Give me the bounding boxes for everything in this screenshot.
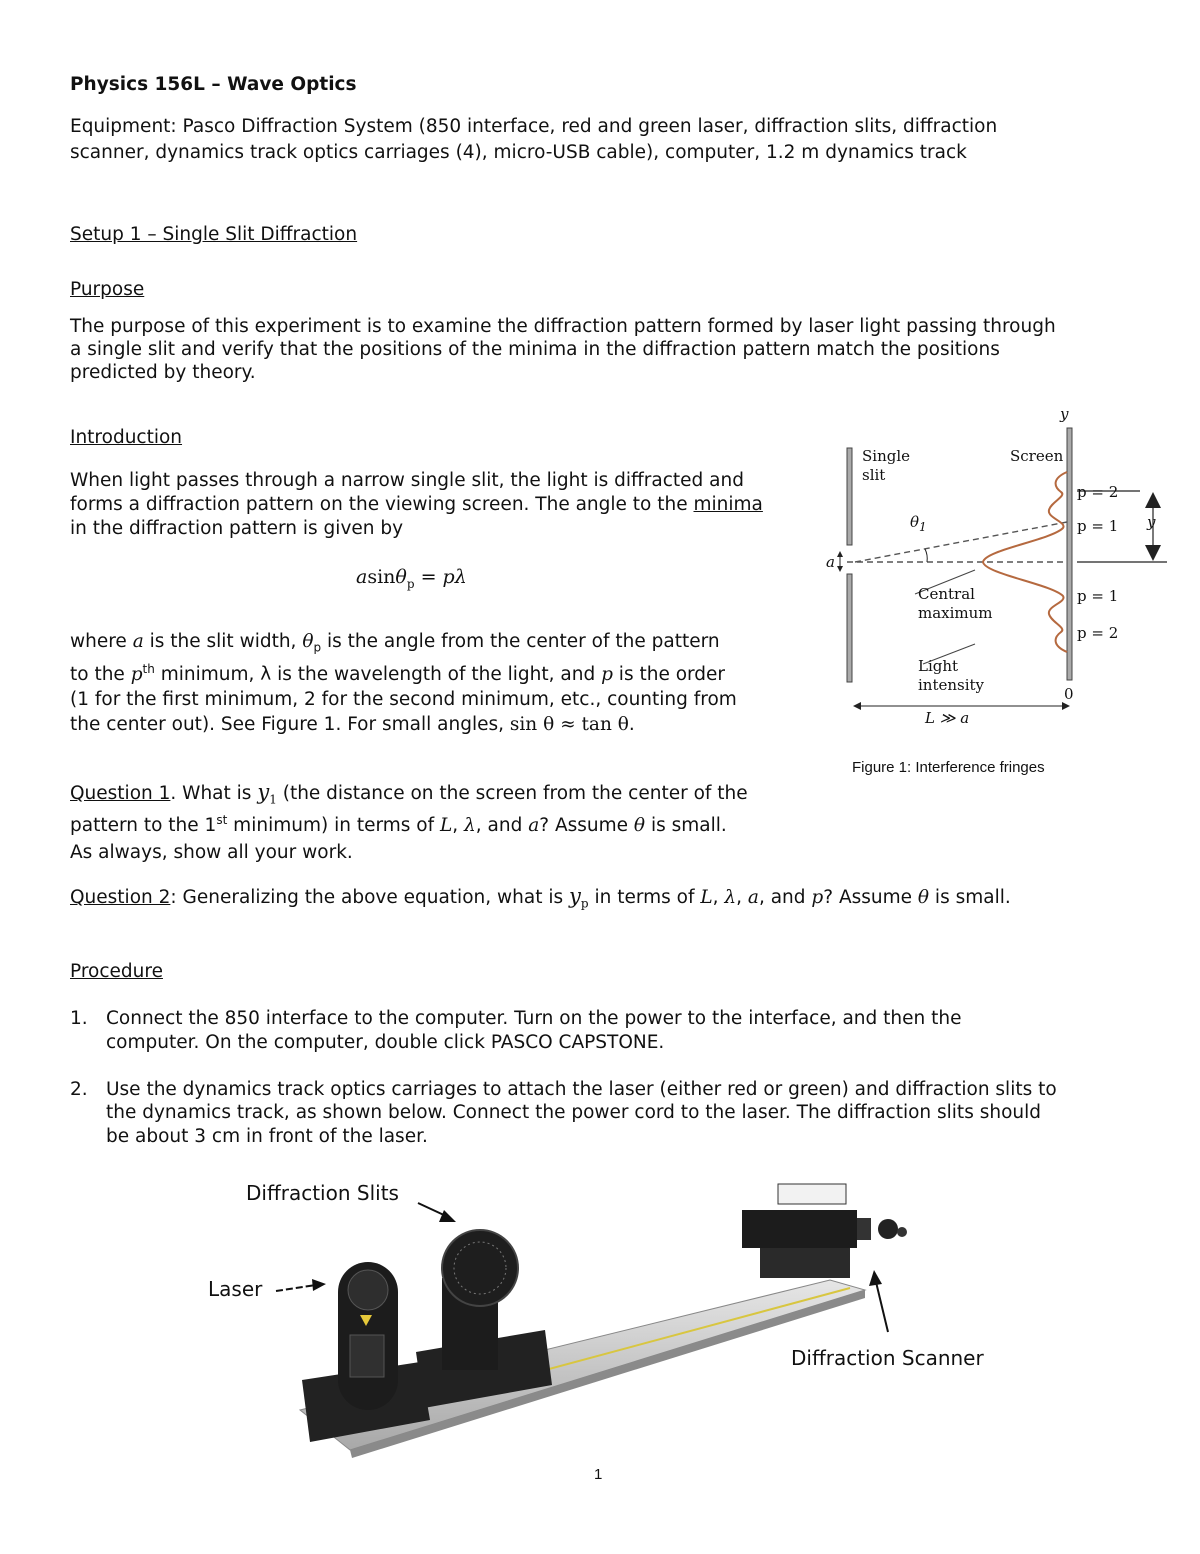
fig-y-axis-label: y (1060, 405, 1069, 423)
step-2-line-1: Use the dynamics track optics carriages to attach the laser (either red or green) and diffraction slits to (106, 1079, 1057, 1100)
scanner-knob (878, 1219, 898, 1239)
where-line-4: the center out). See Figure 1. For small angles, sin θ ≈ tan θ. (70, 714, 635, 735)
question-1-line-1: Question 1. What is $y_1$ (the distance on the screen from the center of the (70, 780, 748, 807)
screen-bar (1067, 428, 1072, 680)
fig-theta1-label: $\theta_1$ (910, 513, 927, 534)
figure-caption: Figure 1: Interference fringes (852, 759, 1045, 776)
fig-light-intensity-label: Light intensity (918, 657, 985, 694)
fig-zero-label: 0 (1064, 685, 1074, 703)
procedure-heading: Procedure (70, 961, 163, 982)
step-2-line-3: be about 3 cm in front of the laser. (106, 1126, 428, 1147)
where-line-2: to the $p^{th}$ minimum, λ is the wavelength of the light, and p is the order (70, 661, 726, 685)
purpose-line-2: a single slit and verify that the positions of the minima in the diffraction pattern match the positions (70, 339, 1000, 360)
intro-line-1: When light passes through a narrow single slit, the light is diffracted and (70, 470, 744, 491)
step-1-number: 1. (70, 1008, 88, 1029)
introduction-heading: Introduction (70, 427, 183, 448)
apparatus-photo (290, 1180, 930, 1460)
intro-line-3: in the diffraction pattern is given by (70, 518, 404, 539)
diffraction-scanner-label: Diffraction Scanner (791, 1346, 984, 1370)
question-1-line-3: As always, show all your work. (70, 842, 353, 863)
where-line-1: where a is the slit width, $\theta_p$ is the angle from the center of the pattern (70, 631, 720, 655)
step-1-line-1: Connect the 850 interface to the computer. Turn on the power to the interface, and then the (106, 1008, 962, 1029)
purpose-line-3: predicted by theory. (70, 362, 256, 383)
scanner-body (742, 1210, 857, 1248)
slit-barrier-top (847, 448, 852, 545)
fig-screen-label: Screen (1010, 447, 1064, 465)
step-2-number: 2. (70, 1079, 88, 1100)
purpose-line-1: The purpose of this experiment is to examine the diffraction pattern formed by laser light passing through (70, 316, 1056, 337)
scanner-base (760, 1248, 850, 1278)
fig-a-label: a (826, 553, 835, 571)
slits-wheel (442, 1230, 518, 1306)
intensity-curve (983, 472, 1067, 652)
page-number: 1 (594, 1466, 603, 1483)
scanner-aperture (778, 1184, 846, 1204)
purpose-heading: Purpose (70, 279, 145, 300)
fig-p2-bottom-label: p = 2 (1077, 624, 1119, 642)
fig-central-max-label: Central maximum (918, 585, 993, 622)
fig-p2-top-label: p = 2 (1077, 483, 1119, 501)
equipment-line-2: scanner, dynamics track optics carriages (4), micro-USB cable), computer, 1.2 m dynamics track (70, 142, 967, 163)
theta-arc (925, 549, 927, 562)
fig-single-slit-label: Single slit (862, 447, 911, 484)
setup-heading: Setup 1 – Single Slit Diffraction (70, 224, 358, 245)
laser-label: Laser (208, 1277, 263, 1301)
page-title: Physics 156L – Wave Optics (70, 74, 357, 95)
fig-L-label: L ≫ a (925, 709, 970, 727)
angle-line (855, 522, 1067, 562)
diffraction-slits-label: Diffraction Slits (246, 1181, 399, 1205)
step-1-line-2: computer. On the computer, double click PASCO CAPSTONE. (106, 1032, 665, 1053)
equipment-line-1: Equipment: Pasco Diffraction System (850 interface, red and green laser, diffraction slits, diffraction (70, 116, 998, 137)
single-slit-equation: asinθ$_p$ = pλ (356, 566, 467, 591)
fig-p1-bottom-label: p = 1 (1077, 587, 1119, 605)
slit-barrier-bottom (847, 574, 852, 682)
question-1-line-2: pattern to the 1st minimum) in terms of L, λ, and a? Assume θ is small. (70, 812, 727, 836)
fig-y-distance-label: y (1147, 513, 1156, 531)
fig-p1-top-label: p = 1 (1077, 517, 1119, 535)
question-2: Question 2: Generalizing the above equation, what is $y_p$ in terms of L, λ, a, and p? Assume θ is small. (70, 884, 1011, 911)
where-line-3: (1 for the first minimum, 2 for the second minimum, etc., counting from (70, 689, 737, 710)
intro-line-2: forms a diffraction pattern on the viewing screen. The angle to the minima (70, 494, 763, 515)
step-2-line-2: the dynamics track, as shown below. Connect the power cord to the laser. The diffraction slits should (106, 1102, 1041, 1123)
